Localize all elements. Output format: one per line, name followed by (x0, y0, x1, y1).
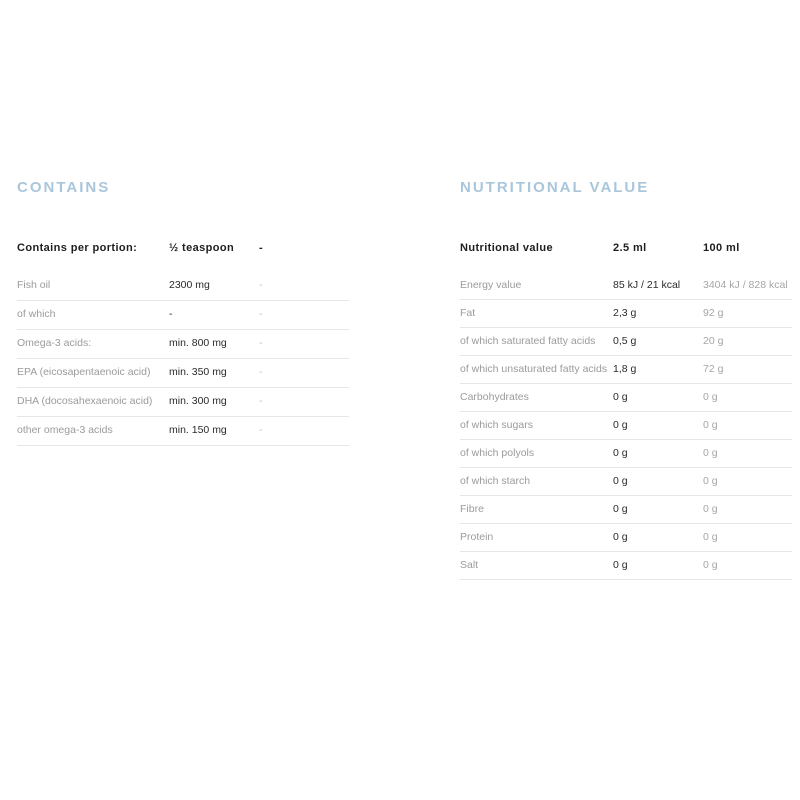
row-label: EPA (eicosapentaenoic acid) (17, 359, 169, 388)
row-label: DHA (docosahexaenoic acid) (17, 388, 169, 417)
row-per100: 0 g (703, 384, 792, 412)
row-per100: 0 g (703, 412, 792, 440)
table-row (17, 359, 349, 388)
table-row (460, 524, 792, 552)
table-row (17, 388, 349, 417)
row-label: of which starch (460, 468, 613, 496)
row-per100: 0 g (703, 496, 792, 524)
table-row (17, 417, 349, 446)
row-value: - (169, 301, 259, 330)
contains-header-row (17, 242, 349, 272)
nutrition-header-label: Nutritional value (460, 242, 553, 254)
row-value: min. 150 mg (169, 417, 259, 446)
row-label: Salt (460, 552, 613, 580)
contains-header-label: Contains per portion: (17, 242, 138, 254)
row-label: Carbohydrates (460, 384, 613, 412)
row-value: 0 g (613, 412, 703, 440)
nutrition-panel (460, 178, 792, 580)
table-row (460, 552, 792, 580)
table-row (17, 272, 349, 301)
row-label: of which (17, 301, 169, 330)
row-per100: 20 g (703, 328, 792, 356)
contains-header-portion: ½ teaspoon (169, 242, 235, 254)
row-value: 2300 mg (169, 272, 259, 301)
row-value: 0 g (613, 496, 703, 524)
row-per100: 0 g (703, 552, 792, 580)
row-value: min. 300 mg (169, 388, 259, 417)
row-value: 85 kJ / 21 kcal (613, 272, 703, 300)
row-extra: - (259, 301, 349, 330)
nutrition-title: NUTRITIONAL VALUE (460, 179, 650, 196)
row-per100: 3404 kJ / 828 kcal (703, 272, 792, 300)
row-label: Protein (460, 524, 613, 552)
table-row (460, 300, 792, 328)
row-label: of which saturated fatty acids (460, 328, 613, 356)
row-value: 0 g (613, 524, 703, 552)
row-value: 0 g (613, 440, 703, 468)
table-row (460, 272, 792, 300)
row-per100: 0 g (703, 468, 792, 496)
row-label: Fibre (460, 496, 613, 524)
row-extra: - (259, 272, 349, 301)
nutrition-header-per100: 100 ml (703, 242, 740, 254)
row-value: 2,3 g (613, 300, 703, 328)
row-extra: - (259, 417, 349, 446)
table-row (460, 440, 792, 468)
row-label: Energy value (460, 272, 613, 300)
contains-panel (17, 178, 349, 446)
contains-table (17, 242, 349, 446)
table-row (460, 496, 792, 524)
row-label: of which unsaturated fatty acids (460, 356, 613, 384)
row-label: Fish oil (17, 272, 169, 301)
row-value: 0,5 g (613, 328, 703, 356)
table-row (460, 356, 792, 384)
row-value: 1,8 g (613, 356, 703, 384)
contains-header-extra: - (259, 242, 264, 254)
table-row (460, 412, 792, 440)
row-value: 0 g (613, 384, 703, 412)
row-label: Fat (460, 300, 613, 328)
table-row (17, 301, 349, 330)
row-per100: 0 g (703, 440, 792, 468)
row-per100: 0 g (703, 524, 792, 552)
row-label: of which sugars (460, 412, 613, 440)
nutrition-header-portion: 2.5 ml (613, 242, 647, 254)
row-per100: 92 g (703, 300, 792, 328)
row-label: of which polyols (460, 440, 613, 468)
row-value: min. 350 mg (169, 359, 259, 388)
contains-title: CONTAINS (17, 179, 111, 196)
nutrition-table (460, 242, 792, 580)
row-extra: - (259, 388, 349, 417)
row-extra: - (259, 330, 349, 359)
row-value: 0 g (613, 468, 703, 496)
table-row (460, 468, 792, 496)
table-row (460, 384, 792, 412)
row-label: Omega-3 acids: (17, 330, 169, 359)
row-per100: 72 g (703, 356, 792, 384)
table-row (17, 330, 349, 359)
row-value: min. 800 mg (169, 330, 259, 359)
row-label: other omega-3 acids (17, 417, 169, 446)
nutrition-header-row (460, 242, 792, 272)
table-row (460, 328, 792, 356)
row-extra: - (259, 359, 349, 388)
row-value: 0 g (613, 552, 703, 580)
